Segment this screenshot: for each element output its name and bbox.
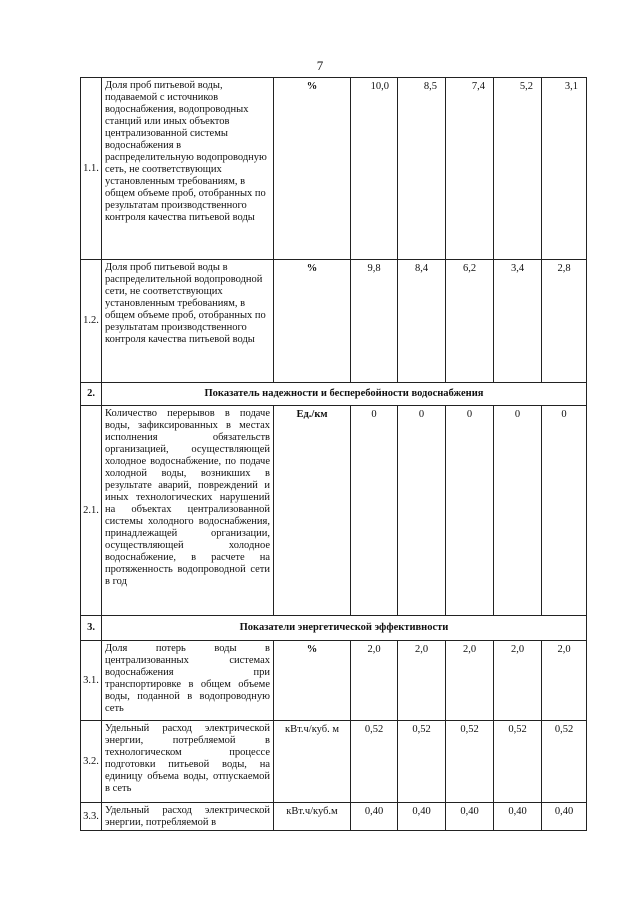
value-cell: 10,0 xyxy=(351,78,398,260)
value-cell: 0 xyxy=(351,406,398,616)
section-header-row xyxy=(81,616,587,641)
value-cell: 6,2 xyxy=(446,260,494,383)
unit-cell: Ед./км xyxy=(274,406,351,616)
value-cell: 2,0 xyxy=(351,641,398,721)
value-cell: 0 xyxy=(398,406,446,616)
unit-cell: % xyxy=(274,78,351,260)
value-cell: 0,40 xyxy=(351,803,398,831)
value-cell: 2,0 xyxy=(398,641,446,721)
row-number: 1.1. xyxy=(81,78,102,260)
value-cell: 0,40 xyxy=(494,803,542,831)
unit-cell: кВт.ч/куб.м xyxy=(274,803,351,831)
value-cell: 0 xyxy=(446,406,494,616)
value-cell: 3,4 xyxy=(494,260,542,383)
row-number: 3.3. xyxy=(81,803,102,831)
value-cell: 0 xyxy=(494,406,542,616)
row-number: 3.2. xyxy=(81,721,102,803)
value-cell: 9,8 xyxy=(351,260,398,383)
value-cell: 8,4 xyxy=(398,260,446,383)
unit-cell: % xyxy=(274,260,351,383)
value-cell: 0,52 xyxy=(398,721,446,803)
row-number: 3.1. xyxy=(81,641,102,721)
value-cell: 0,52 xyxy=(351,721,398,803)
value-cell: 2,8 xyxy=(542,260,587,383)
indicator-description: Доля проб питьевой воды, подаваемой с источников водоснабжения, водопроводных станций или иных объектов централизованной системы водоснабжения в распределительную водопроводную сеть, не соответствующих установленным требованиям, в общем объеме проб, отобранных по результатам производственного контроля качества питьевой воды xyxy=(102,78,274,260)
indicator-description: Удельный расход электрической энергии, потребляемой в xyxy=(102,803,274,831)
value-cell: 0,40 xyxy=(398,803,446,831)
value-cell: 0 xyxy=(542,406,587,616)
indicator-description: Доля потерь воды в централизованных системах водоснабжения при транспортировке в общем объеме воды, поданной в водопроводную сеть xyxy=(102,641,274,721)
table-row xyxy=(81,721,587,803)
table-row xyxy=(81,260,587,383)
section-title: Показатель надежности и бесперебойности водоснабжения xyxy=(102,383,587,406)
indicator-description: Количество перерывов в подаче воды, зафиксированных в местах исполнения обязательств организацией, осуществляющей холодное водоснабжение, по подаче холодной воды, возникших в результате аварий, повреждений и иных технологических нарушений на объектах централизованной системы холодного водоснабжения, принадлежащей организации, осуществляющей холодное водоснабжение, в расчете на протяженность водопроводной сети в год xyxy=(102,406,274,616)
row-number: 2.1. xyxy=(81,406,102,616)
table-row xyxy=(81,641,587,721)
value-cell: 8,5 xyxy=(398,78,446,260)
table-row xyxy=(81,406,587,616)
section-number: 3. xyxy=(81,616,102,641)
section-number: 2. xyxy=(81,383,102,406)
value-cell: 0,40 xyxy=(542,803,587,831)
value-cell: 2,0 xyxy=(446,641,494,721)
value-cell: 0,52 xyxy=(446,721,494,803)
table-row xyxy=(81,803,587,831)
value-cell: 5,2 xyxy=(494,78,542,260)
indicator-description: Удельный расход электрической энергии, потребляемой в технологическом процессе подготовки питьевой воды, на единицу объема воды, отпускаемой в сеть xyxy=(102,721,274,803)
value-cell: 2,0 xyxy=(494,641,542,721)
value-cell: 0,40 xyxy=(446,803,494,831)
section-header-row xyxy=(81,383,587,406)
row-number: 1.2. xyxy=(81,260,102,383)
unit-cell: кВт.ч/куб. м xyxy=(274,721,351,803)
table-row xyxy=(81,78,587,260)
page-number: 7 xyxy=(316,58,324,73)
value-cell: 0,52 xyxy=(494,721,542,803)
value-cell: 3,1 xyxy=(542,78,587,260)
section-title: Показатели энергетической эффективности xyxy=(102,616,587,641)
indicators-table xyxy=(80,77,587,831)
value-cell: 2,0 xyxy=(542,641,587,721)
unit-cell: % xyxy=(274,641,351,721)
value-cell: 0,52 xyxy=(542,721,587,803)
value-cell: 7,4 xyxy=(446,78,494,260)
indicator-description: Доля проб питьевой воды в распределительной водопроводной сети, не соответствующих установленным требованиям, в общем объеме проб, отобранных по результатам производственного контроля качества питьевой воды xyxy=(102,260,274,383)
